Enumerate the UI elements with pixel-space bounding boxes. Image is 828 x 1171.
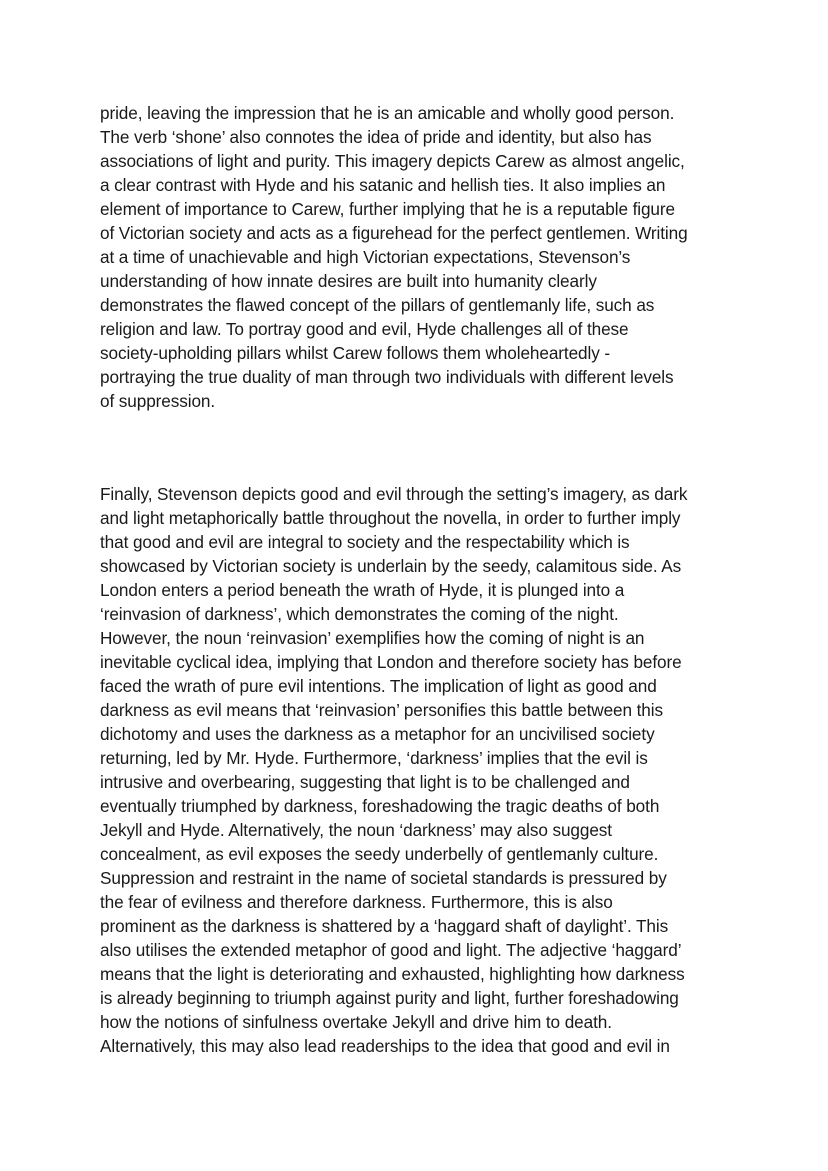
- text-line: of Victorian society and acts as a figurehead for the perfect gentlemen. Writing: [100, 223, 688, 243]
- text-line: returning, led by Mr. Hyde. Furthermore, ‘darkness’ implies that the evil is: [100, 748, 648, 768]
- text-line: faced the wrath of pure evil intentions. The implication of light as good and: [100, 676, 657, 696]
- text-line: at a time of unachievable and high Victorian expectations, Stevenson’s: [100, 247, 631, 267]
- text-line: understanding of how innate desires are built into humanity clearly: [100, 271, 597, 291]
- text-line: eventually triumphed by darkness, foreshadowing the tragic deaths of both: [100, 796, 660, 816]
- text-line: Suppression and restraint in the name of societal standards is pressured by: [100, 868, 667, 888]
- text-line: element of importance to Carew, further implying that he is a reputable figure: [100, 199, 675, 219]
- text-line: also utilises the extended metaphor of good and light. The adjective ‘haggard’: [100, 940, 682, 960]
- text-line: Alternatively, this may also lead readerships to the idea that good and evil in: [100, 1036, 670, 1056]
- text-line: society-upholding pillars whilst Carew follows them wholeheartedly -: [100, 343, 611, 363]
- paragraph-setting-imagery: [100, 482, 740, 1058]
- text-line: However, the noun ‘reinvasion’ exemplifies how the coming of night is an: [100, 628, 645, 648]
- text-line: pride, leaving the impression that he is an amicable and wholly good person.: [100, 103, 675, 123]
- text-line: is already beginning to triumph against purity and light, further foreshadowing: [100, 988, 679, 1008]
- text-line: of suppression.: [100, 391, 216, 411]
- text-line: means that the light is deteriorating and exhausted, highlighting how darkness: [100, 964, 685, 984]
- text-line: how the notions of sinfulness overtake Jekyll and drive him to death.: [100, 1012, 612, 1032]
- text-line: the fear of evilness and therefore darkness. Furthermore, this is also: [100, 892, 613, 912]
- text-line: London enters a period beneath the wrath of Hyde, it is plunged into a: [100, 580, 625, 600]
- text-line: dichotomy and uses the darkness as a metaphor for an uncivilised society: [100, 724, 655, 744]
- text-line: Finally, Stevenson depicts good and evil through the setting’s imagery, as dark: [100, 484, 688, 504]
- text-line: The verb ‘shone’ also connotes the idea of pride and identity, but also has: [100, 127, 652, 147]
- text-line: a clear contrast with Hyde and his satanic and hellish ties. It also implies an: [100, 175, 666, 195]
- text-line: religion and law. To portray good and evil, Hyde challenges all of these: [100, 319, 629, 339]
- text-line: Jekyll and Hyde. Alternatively, the noun ‘darkness’ may also suggest: [100, 820, 612, 840]
- text-line: ‘reinvasion of darkness’, which demonstrates the coming of the night.: [100, 604, 619, 624]
- text-line: darkness as evil means that ‘reinvasion’ personifies this battle between this: [100, 700, 663, 720]
- text-line: associations of light and purity. This imagery depicts Carew as almost angelic,: [100, 151, 685, 171]
- text-line: portraying the true duality of man through two individuals with different levels: [100, 367, 674, 387]
- text-line: intrusive and overbearing, suggesting that light is to be challenged and: [100, 772, 630, 792]
- paragraph-carew-analysis: [100, 101, 740, 413]
- text-line: showcased by Victorian society is underlain by the seedy, calamitous side. As: [100, 556, 682, 576]
- text-line: prominent as the darkness is shattered by a ‘haggard shaft of daylight’. This: [100, 916, 669, 936]
- text-line: concealment, as evil exposes the seedy underbelly of gentlemanly culture.: [100, 844, 659, 864]
- text-line: that good and evil are integral to society and the respectability which is: [100, 532, 630, 552]
- text-line: demonstrates the flawed concept of the pillars of gentlemanly life, such as: [100, 295, 655, 315]
- text-line: and light metaphorically battle throughout the novella, in order to further imply: [100, 508, 681, 528]
- text-line: inevitable cyclical idea, implying that London and therefore society has before: [100, 652, 682, 672]
